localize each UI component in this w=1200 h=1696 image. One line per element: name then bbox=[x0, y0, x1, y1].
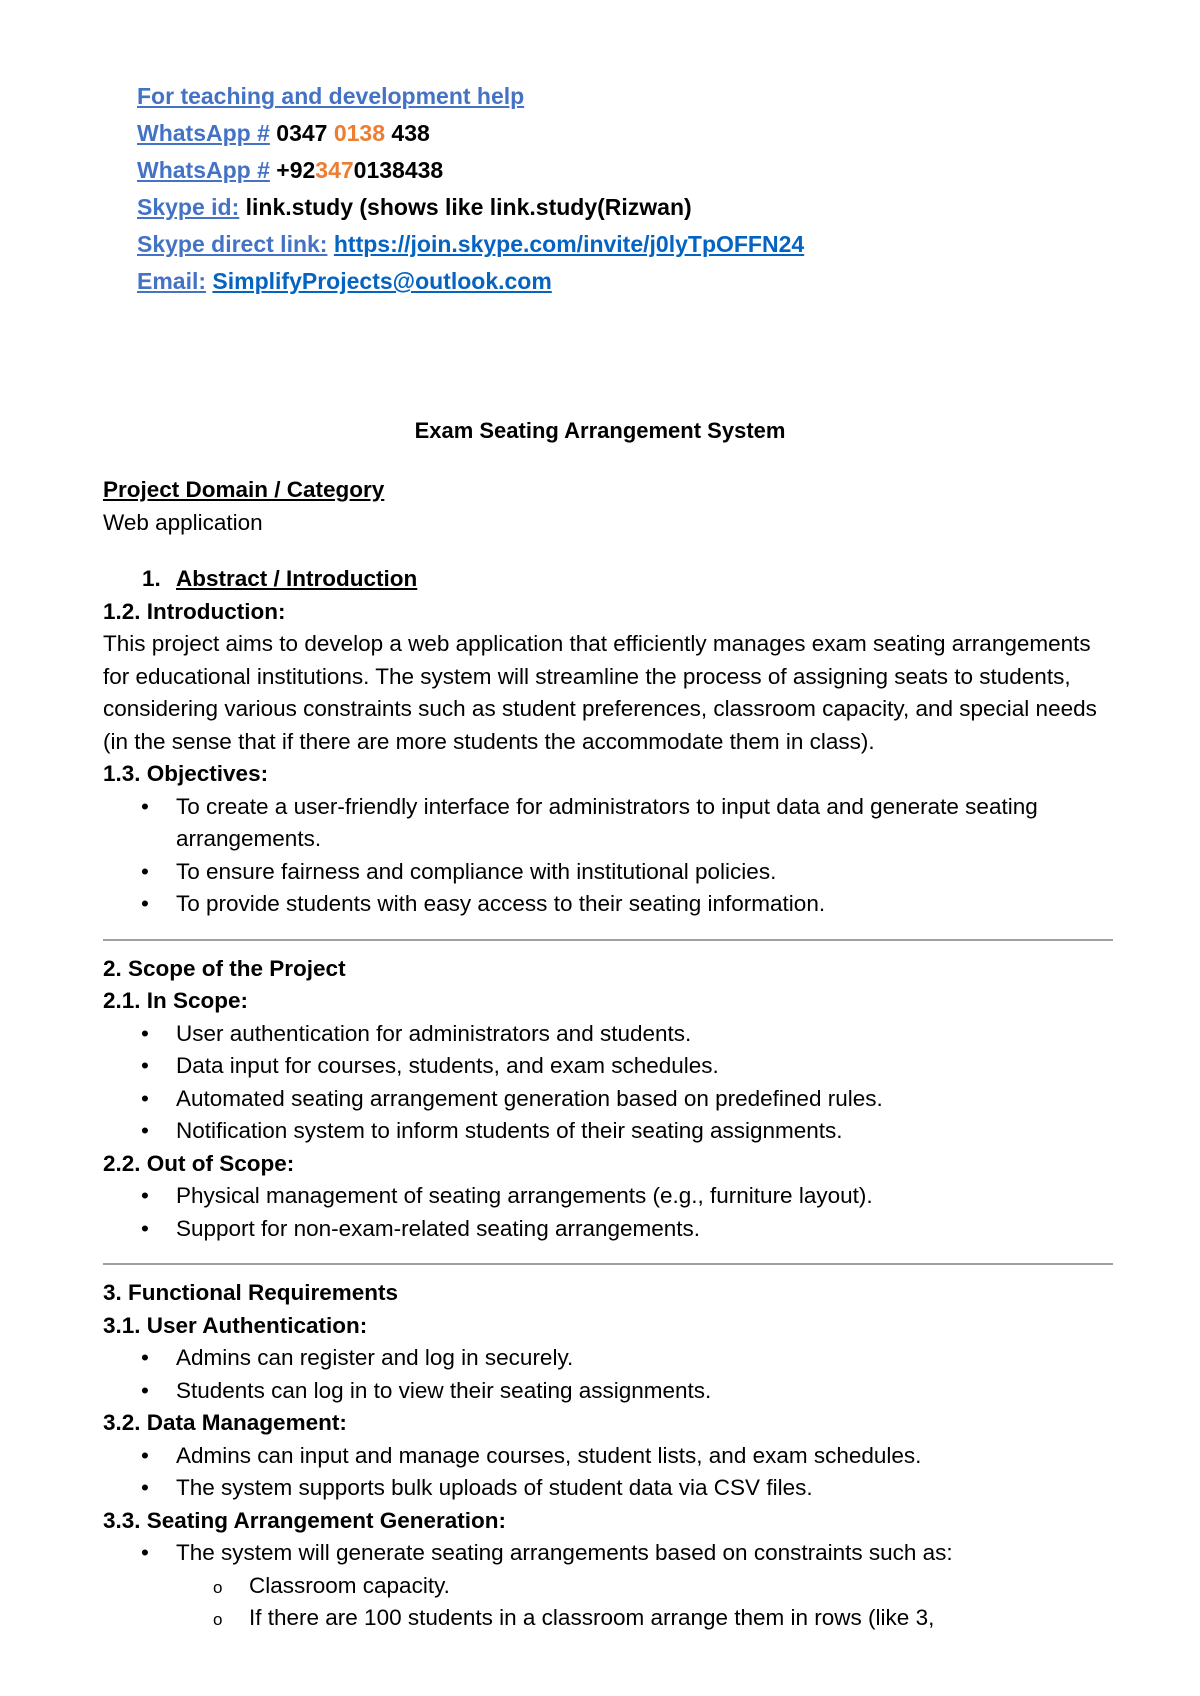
contact-line-skype-id bbox=[137, 189, 804, 226]
skype-link-label: Skype direct link: bbox=[137, 231, 328, 257]
seating-constraints-sublist bbox=[103, 1570, 1113, 1635]
section-divider bbox=[103, 939, 1113, 941]
list-item: • Automated seating arrangement generation based on predefined rules. bbox=[103, 1083, 1113, 1116]
list-item: • Physical management of seating arrangements (e.g., furniture layout). bbox=[103, 1180, 1113, 1213]
sub-list-item: o If there are 100 students in a classroom arrange them in rows (like 3, bbox=[103, 1602, 1113, 1635]
in-scope-list bbox=[103, 1018, 1113, 1148]
sub-list-item: o Classroom capacity. bbox=[103, 1570, 1113, 1603]
list-item: • Support for non-exam-related seating arrangements. bbox=[103, 1213, 1113, 1246]
list-item: • To create a user-friendly interface for administrators to input data and generate seating arrangements. bbox=[103, 791, 1113, 856]
contact-line-skype-link bbox=[137, 226, 804, 263]
list-item: • To ensure fairness and compliance with institutional policies. bbox=[103, 856, 1113, 889]
list-item: • User authentication for administrators and students. bbox=[103, 1018, 1113, 1051]
contact-line-help[interactable] bbox=[137, 78, 804, 115]
user-auth-heading: 3.1. User Authentication: bbox=[103, 1312, 368, 1338]
data-management-list bbox=[103, 1440, 1113, 1505]
whatsapp-number-highlight: 347 bbox=[315, 157, 354, 183]
list-item: • Data input for courses, students, and exam schedules. bbox=[103, 1050, 1113, 1083]
skype-direct-link[interactable]: https://join.skype.com/invite/j0lyTpOFFN24 bbox=[333, 231, 805, 257]
section-divider bbox=[103, 1263, 1113, 1265]
in-scope-heading: 2.1. In Scope: bbox=[103, 988, 249, 1013]
list-item: • The system will generate seating arrangements based on constraints such as: bbox=[103, 1537, 1113, 1570]
contact-line-whatsapp-2 bbox=[137, 152, 804, 189]
document-body bbox=[103, 474, 1113, 1635]
intro-heading: 1.2. Introduction: bbox=[103, 598, 286, 624]
list-item: • To provide students with easy access to their seating information. bbox=[103, 888, 1113, 921]
contact-block bbox=[137, 78, 804, 300]
whatsapp-number-part: 438 bbox=[385, 120, 430, 146]
whatsapp-label: WhatsApp # bbox=[137, 120, 270, 146]
objectives-list bbox=[103, 791, 1113, 921]
domain-value: Web application bbox=[103, 509, 263, 535]
intro-paragraph: This project aims to develop a web application that efficiently manages exam seating arrangements for educational institutions. The system will streamline the process of assigning seats to students, considering various constraints such as student preferences, classroom capacity, and special needs (in the sense that if there are more students the accommodate them in class). bbox=[103, 631, 1097, 754]
whatsapp-label: WhatsApp # bbox=[137, 157, 270, 183]
email-link[interactable]: SimplifyProjects@outlook.com bbox=[212, 268, 552, 294]
contact-line-whatsapp-1 bbox=[137, 115, 804, 152]
document-title: Exam Seating Arrangement System bbox=[414, 418, 786, 443]
user-auth-list bbox=[103, 1342, 1113, 1407]
list-item: • Admins can register and log in securely. bbox=[103, 1342, 1113, 1375]
data-management-heading: 3.2. Data Management: bbox=[103, 1410, 347, 1435]
section-1-number: 1. bbox=[142, 566, 161, 591]
out-of-scope-list bbox=[103, 1180, 1113, 1245]
section-1-heading bbox=[103, 563, 1113, 596]
list-item: • Students can log in to view their seating assignments. bbox=[103, 1375, 1113, 1408]
whatsapp-number-part: +92 bbox=[269, 157, 316, 183]
seating-generation-list bbox=[103, 1537, 1113, 1570]
list-item: • Admins can input and manage courses, student lists, and exam schedules. bbox=[103, 1440, 1113, 1473]
whatsapp-number-part: 0347 bbox=[269, 120, 334, 146]
email-label: Email: bbox=[137, 268, 207, 294]
whatsapp-number-part: 0138438 bbox=[353, 157, 444, 183]
list-item: • Notification system to inform students of their seating assignments. bbox=[103, 1115, 1113, 1148]
list-item: • The system supports bulk uploads of student data via CSV files. bbox=[103, 1472, 1113, 1505]
domain-heading: Project Domain / Category bbox=[103, 477, 385, 502]
seating-generation-heading: 3.3. Seating Arrangement Generation: bbox=[103, 1507, 507, 1533]
skype-id-value: link.study (shows like link.study(Rizwan) bbox=[239, 194, 692, 220]
help-text[interactable]: For teaching and development help bbox=[137, 83, 525, 109]
scope-heading: 2. Scope of the Project bbox=[103, 955, 346, 981]
contact-line-email bbox=[137, 263, 804, 300]
out-of-scope-heading: 2.2. Out of Scope: bbox=[103, 1150, 295, 1176]
section-1-title: Abstract / Introduction bbox=[176, 566, 418, 591]
functional-requirements-heading: 3. Functional Requirements bbox=[103, 1280, 399, 1305]
skype-id-label: Skype id: bbox=[137, 194, 240, 220]
objectives-heading: 1.3. Objectives: bbox=[103, 761, 269, 786]
whatsapp-number-highlight: 0138 bbox=[333, 120, 386, 146]
